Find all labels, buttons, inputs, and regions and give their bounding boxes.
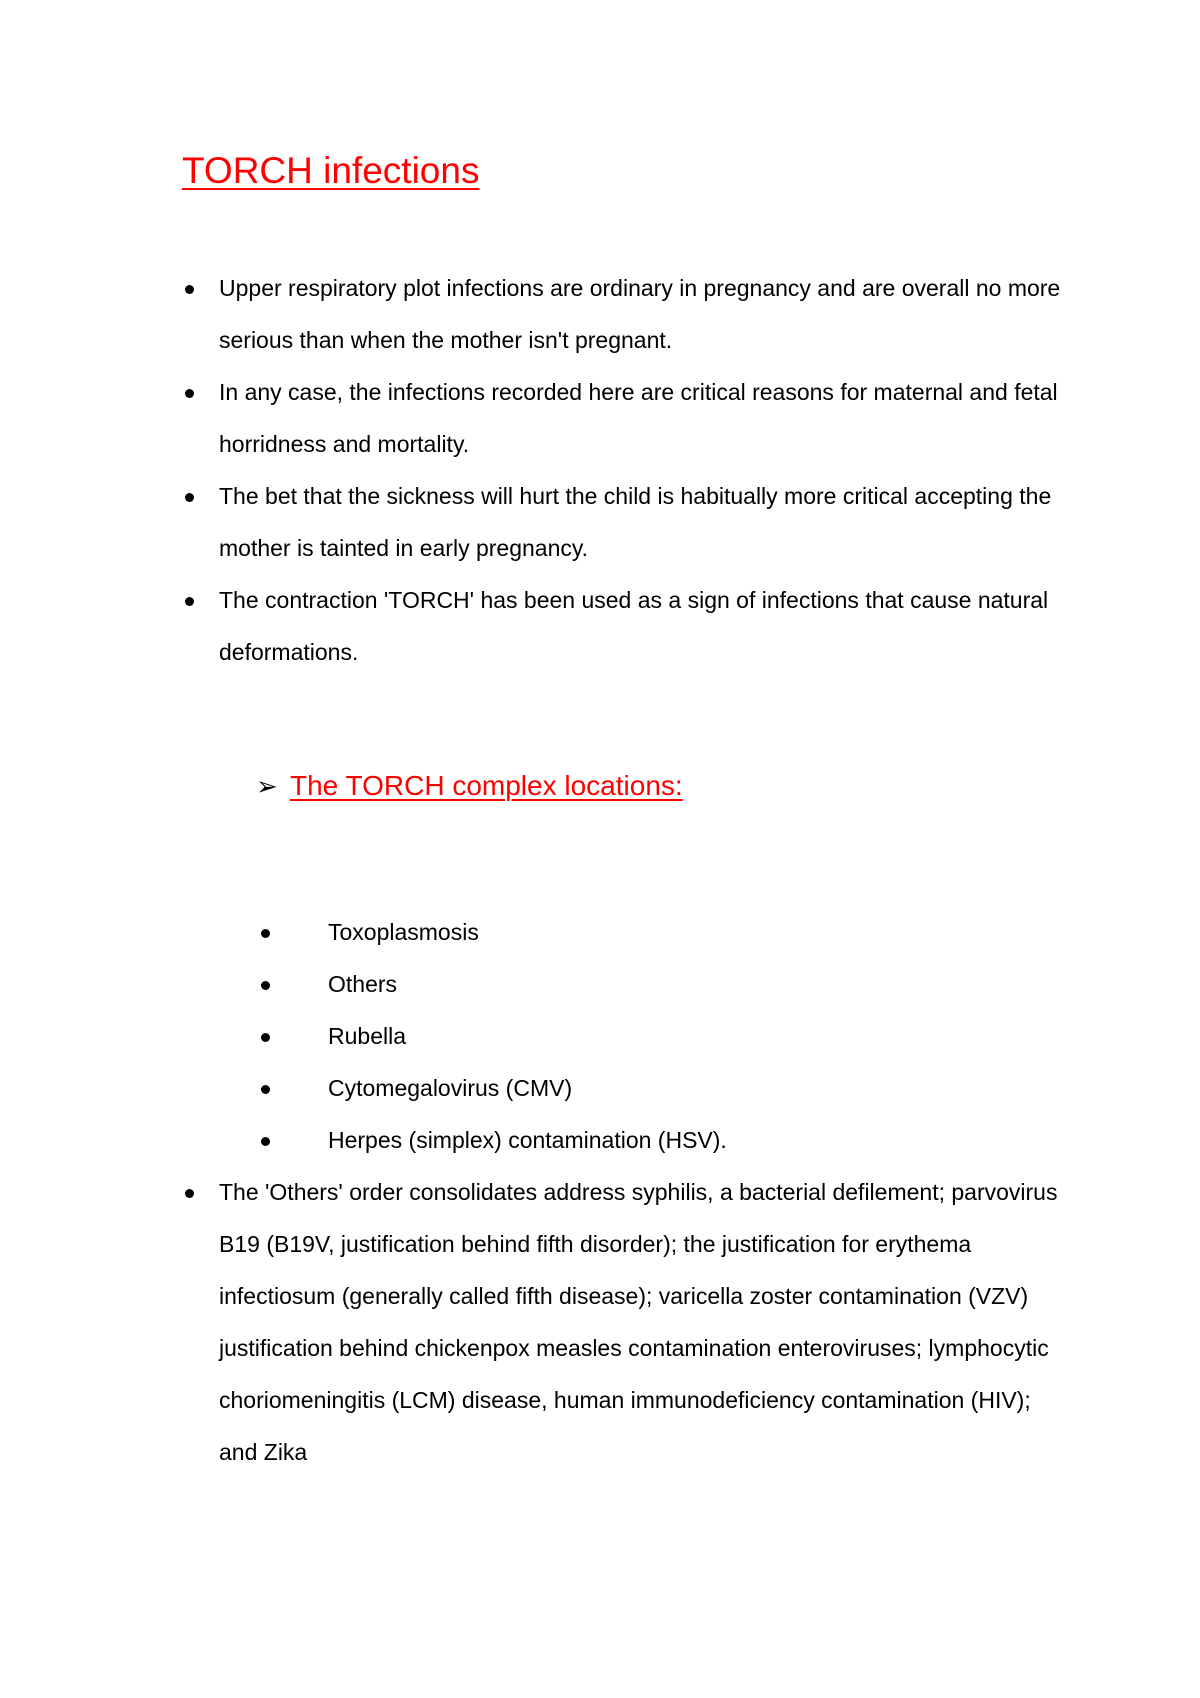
list-item (0, 958, 1200, 1010)
list-item (0, 366, 1200, 470)
list-item-text: Herpes (simplex) contamination (HSV). (328, 1127, 727, 1153)
list-item (0, 1010, 1200, 1062)
bullet-icon (261, 1085, 270, 1094)
bullet-icon (261, 929, 270, 938)
list-item (0, 1062, 1200, 1114)
list-item-text: The bet that the sickness will hurt the child is habitually more critical accepting the mother is tainted in early pregnancy. (219, 483, 1052, 561)
bullet-icon (261, 981, 270, 990)
list-item-text: Upper respiratory plot infections are ordinary in pregnancy and are overall no more serious than when the mother isn't pregnant. (219, 275, 1061, 353)
list-item-text: Cytomegalovirus (CMV) (328, 1075, 573, 1101)
bullet-icon (185, 493, 194, 502)
list-item-text: Others (328, 971, 398, 997)
bullet-icon (185, 285, 194, 294)
list-item-text: Rubella (328, 1023, 406, 1049)
list-item-text: The 'Others' order consolidates address syphilis, a bacterial defilement; parvovirus B19 (B19V, justification behind fifth disorder); the justification for erythema infectiosum (generally called fifth disease); varicella zoster contamination (VZV) justification behind chickenpox measles contamination enteroviruses; lymphocytic choriomeningitis (LCM) disease, human immunodeficiency contamination (HIV); and Zika (219, 1179, 1058, 1465)
bullet-icon (185, 597, 194, 606)
bullet-icon (185, 389, 194, 398)
list-item (0, 906, 1200, 958)
list-item (0, 1114, 1200, 1166)
bullet-icon (185, 1189, 194, 1198)
list-item-text: The contraction 'TORCH' has been used as a sign of infections that cause natural deformations. (219, 587, 1049, 665)
page-title: TORCH infections (182, 150, 480, 191)
subheading-label: The TORCH complex locations: (290, 770, 683, 801)
list-item (0, 1166, 1200, 1478)
list-item (0, 470, 1200, 574)
list-item (0, 574, 1200, 678)
bullet-icon (261, 1137, 270, 1146)
list-item-text: Toxoplasmosis (328, 919, 479, 945)
arrow-head-icon: ➢ (256, 771, 278, 801)
list-item (0, 262, 1200, 366)
bullet-icon (261, 1033, 270, 1042)
list-item-text: In any case, the infections recorded here are critical reasons for maternal and fetal horridness and mortality. (219, 379, 1058, 457)
